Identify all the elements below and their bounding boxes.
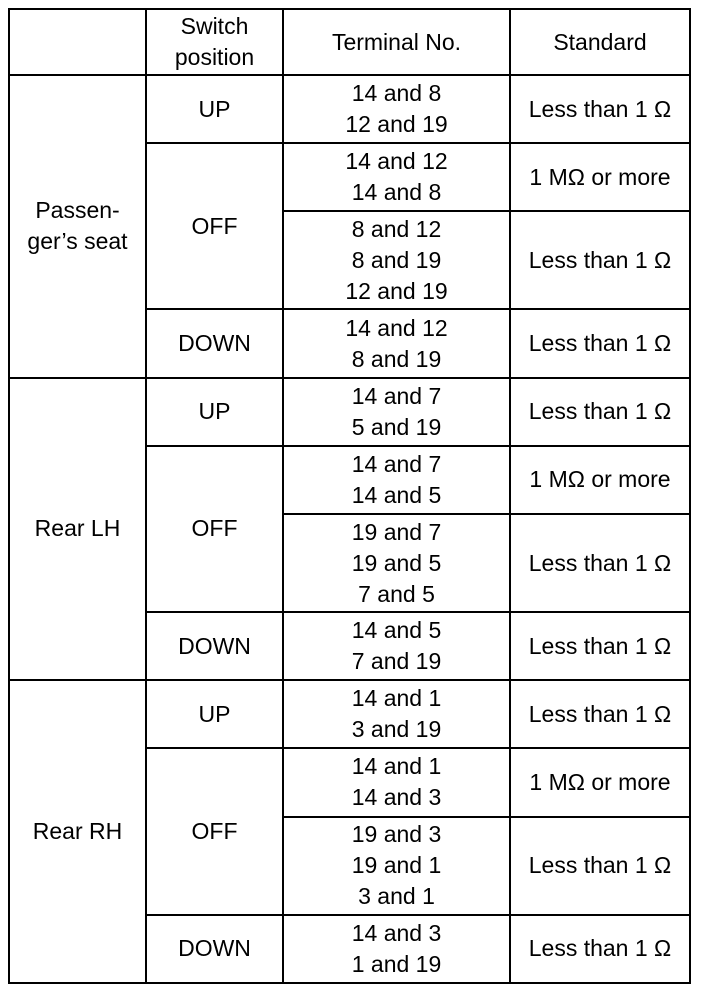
- header-standard: Standard: [510, 9, 690, 75]
- standard-cell: Less than 1 Ω: [510, 309, 690, 377]
- switch-position-cell: OFF: [146, 446, 283, 612]
- standard-cell: Less than 1 Ω: [510, 75, 690, 143]
- terminal-cell: 19 and 3 19 and 1 3 and 1: [283, 817, 510, 915]
- switch-position-cell: DOWN: [146, 309, 283, 377]
- standard-cell: Less than 1 Ω: [510, 680, 690, 748]
- standard-cell: Less than 1 Ω: [510, 514, 690, 612]
- seat-passenger: Passen- ger’s seat: [9, 75, 146, 378]
- switch-position-cell: UP: [146, 75, 283, 143]
- standard-cell: Less than 1 Ω: [510, 378, 690, 446]
- terminal-cell: 14 and 8 12 and 19: [283, 75, 510, 143]
- terminal-cell: 14 and 5 7 and 19: [283, 612, 510, 680]
- switch-position-cell: OFF: [146, 143, 283, 309]
- table-row: [9, 378, 690, 446]
- standard-cell: 1 MΩ or more: [510, 446, 690, 514]
- switch-position-cell: UP: [146, 680, 283, 748]
- switch-position-cell: OFF: [146, 748, 283, 914]
- terminal-cell: 14 and 1 3 and 19: [283, 680, 510, 748]
- terminal-cell: 14 and 3 1 and 19: [283, 915, 510, 983]
- standard-cell: 1 MΩ or more: [510, 748, 690, 816]
- terminal-cell: 14 and 7 14 and 5: [283, 446, 510, 514]
- terminal-cell: 14 and 12 8 and 19: [283, 309, 510, 377]
- terminal-cell: 14 and 1 14 and 3: [283, 748, 510, 816]
- header-row: [9, 9, 690, 75]
- standard-cell: Less than 1 Ω: [510, 612, 690, 680]
- seat-rear-lh: Rear LH: [9, 378, 146, 681]
- header-terminal-no: Terminal No.: [283, 9, 510, 75]
- header-seat: [9, 9, 146, 75]
- seat-rear-rh: Rear RH: [9, 680, 146, 983]
- standard-cell: Less than 1 Ω: [510, 915, 690, 983]
- terminal-cell: 14 and 7 5 and 19: [283, 378, 510, 446]
- table-row: [9, 680, 690, 748]
- terminal-cell: 8 and 12 8 and 19 12 and 19: [283, 211, 510, 309]
- header-switch-position: Switch position: [146, 9, 283, 75]
- terminal-cell: 14 and 12 14 and 8: [283, 143, 510, 211]
- table-row: [9, 75, 690, 143]
- standard-cell: Less than 1 Ω: [510, 817, 690, 915]
- standard-cell: Less than 1 Ω: [510, 211, 690, 309]
- terminal-cell: 19 and 7 19 and 5 7 and 5: [283, 514, 510, 612]
- switch-position-cell: DOWN: [146, 915, 283, 983]
- standard-cell: 1 MΩ or more: [510, 143, 690, 211]
- switch-position-cell: DOWN: [146, 612, 283, 680]
- switch-position-cell: UP: [146, 378, 283, 446]
- switch-inspection-table: [8, 8, 691, 984]
